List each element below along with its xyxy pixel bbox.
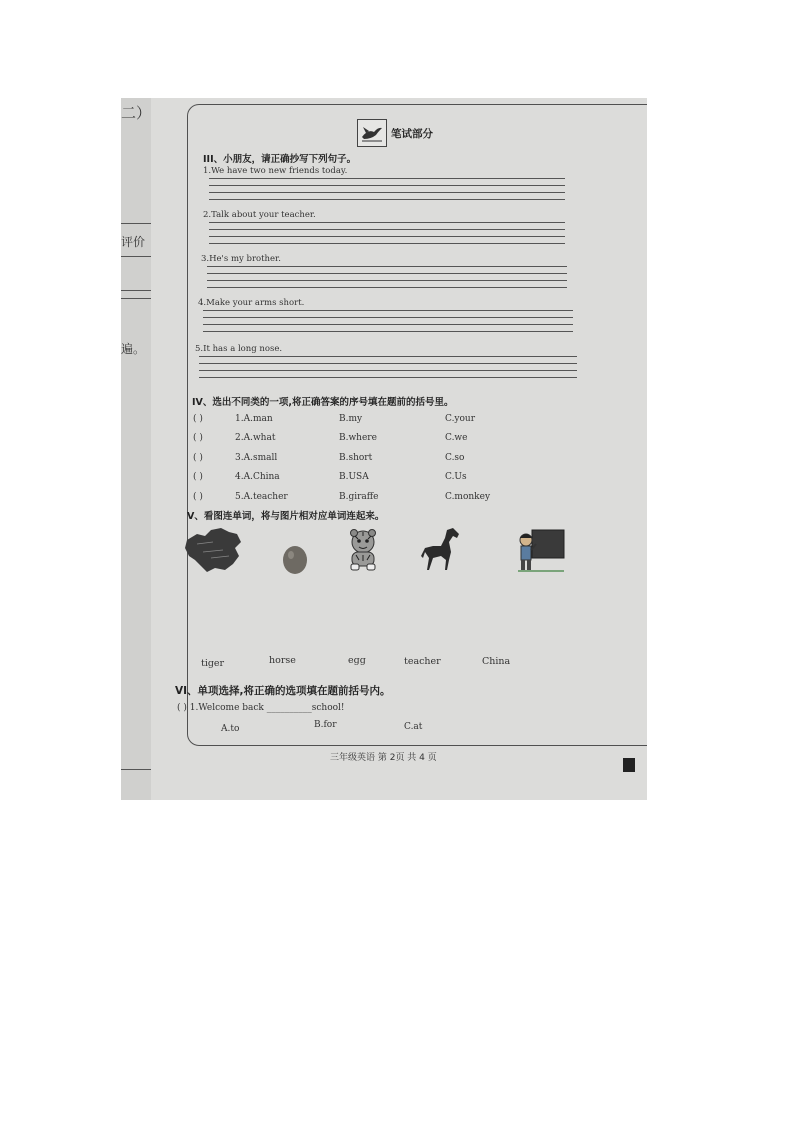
tiger-icon — [343, 528, 383, 576]
copy-sentence-5: 5.It has a long nose. — [195, 344, 283, 354]
writing-lines-3[interactable] — [207, 266, 567, 294]
horse-icon — [419, 526, 463, 578]
word-egg[interactable]: egg — [348, 655, 366, 666]
left-table-label: 评价 — [121, 235, 146, 249]
left-score-table — [121, 223, 154, 291]
fill-gap[interactable]: __________ — [266, 703, 312, 713]
writing-lines-2[interactable] — [209, 222, 565, 250]
option-a: 5.A.teacher — [235, 492, 288, 502]
copy-sentence-3: 3.He's my brother. — [201, 254, 281, 264]
answer-blank[interactable]: ( ) — [193, 414, 203, 424]
option-c: C.we — [445, 433, 468, 443]
option-a: 2.A.what — [235, 433, 276, 443]
choice-row-3 — [193, 453, 513, 465]
option-b: B.where — [339, 433, 377, 443]
answer-blank[interactable]: ( ) — [193, 472, 203, 482]
answer-blank[interactable]: ( ) — [177, 703, 187, 713]
word-teacher[interactable]: teacher — [404, 656, 441, 667]
copy-sentence-2: 2.Talk about your teacher. — [203, 210, 316, 220]
writing-lines-5[interactable] — [199, 356, 577, 384]
option-c: C.monkey — [445, 492, 491, 502]
choice-row-2 — [193, 433, 513, 445]
word-tiger[interactable]: tiger — [201, 658, 225, 669]
choice-row-1 — [193, 414, 513, 426]
answer-blank[interactable]: ( ) — [193, 492, 203, 502]
word-horse[interactable]: horse — [269, 655, 296, 666]
option-a: 1.A.man — [235, 414, 273, 424]
section-header — [357, 120, 433, 146]
question-tail: school! — [311, 703, 345, 713]
section6-title: VI、单项选择,将正确的选项填在题前括号内。 — [175, 685, 391, 697]
copy-sentence-1: 1.We have two new friends today. — [203, 166, 348, 176]
left-side-text: 遍。 — [121, 342, 146, 356]
option-c: C.Us — [445, 472, 467, 482]
china-map-icon — [183, 526, 245, 578]
option-c: C.so — [445, 453, 465, 463]
option-b: B.my — [339, 414, 363, 424]
option-c: C.your — [445, 414, 476, 424]
page-footer: 三年级英语 第 2页 共 4 页 — [330, 753, 437, 763]
mc-question-1 — [177, 703, 345, 713]
choice-row-5 — [193, 492, 513, 504]
question-stem: 1.Welcome back — [189, 703, 267, 713]
option-a: A.to — [221, 724, 240, 734]
written-part-title: 笔试部分 — [391, 127, 433, 140]
option-b: B.giraffe — [339, 492, 379, 502]
choice-row-4 — [193, 472, 513, 484]
option-b: B.for — [314, 720, 337, 730]
worksheet-page — [151, 98, 647, 800]
writing-lines-1[interactable] — [209, 178, 565, 206]
option-a: 3.A.small — [235, 453, 278, 463]
corner-marker — [623, 758, 635, 772]
teacher-icon — [516, 528, 566, 578]
option-a: 4.A.China — [235, 472, 280, 482]
option-b: B.USA — [339, 472, 369, 482]
egg-icon — [281, 545, 309, 579]
option-c: C.at — [404, 722, 423, 732]
left-bracket-text: 二） — [121, 104, 152, 122]
section4-title: IV、选出不同类的一项,将正确答案的序号填在题前的括号里。 — [192, 397, 454, 408]
section3-title: III、小朋友，请正确抄写下列句子。 — [203, 154, 357, 165]
answer-blank[interactable]: ( ) — [193, 453, 203, 463]
section5-title: V、看图连单词，将与图片相对应单词连起来。 — [187, 511, 385, 522]
word-china[interactable]: China — [482, 656, 511, 667]
writing-lines-4[interactable] — [203, 310, 573, 338]
photo-of-exam-page — [121, 98, 647, 800]
writing-bird-icon — [357, 119, 387, 147]
copy-sentence-4: 4.Make your arms short. — [198, 298, 305, 308]
option-b: B.short — [339, 453, 373, 463]
answer-blank[interactable]: ( ) — [193, 433, 203, 443]
